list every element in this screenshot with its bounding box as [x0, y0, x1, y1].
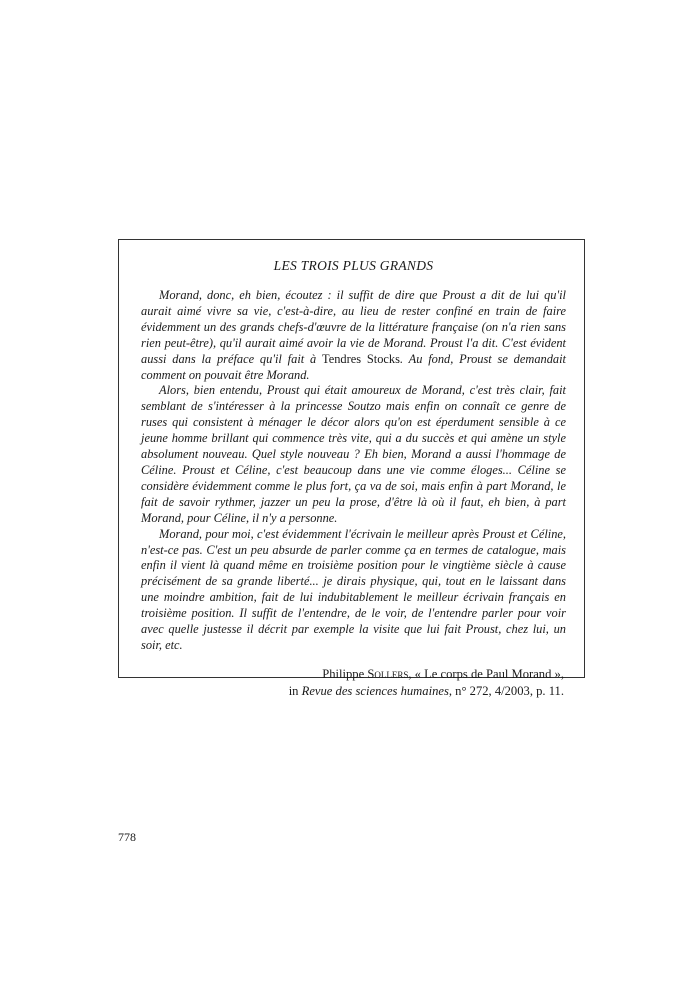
citation — [141, 666, 566, 700]
citation-line-1 — [141, 666, 564, 683]
citation-author-first: Philippe — [322, 666, 368, 681]
paragraph-1-text-b: . Au fond, Proust se demandait comment on pouvait être Morand. — [141, 351, 566, 382]
work-title: Tendres Stocks — [322, 351, 400, 366]
citation-journal: Revue des sciences humaines — [301, 683, 449, 698]
quote-paragraph-2: Alors, bien entendu, Proust qui était amoureux de Morand, c'est très clair, fait semblant de s'intéresser à la princesse Soutzo mais enfin on connaît ce genre de ruses qui consistent à ménager le décor alors qu'on est éperdument sensible à ce jeune homme brillant qui commence très vite, qui a du succès et qui amène un style absolument nouveau. Quel style nouveau ? Eh bien, Morand a aussi l'hommage de Céline. Proust et Céline, c'est beaucoup dans une vie comme éloges... Céline se considère évidemment comme le plus fort, ça va de soi, mais enfin à part Morand, le fait de savoir rythmer, jazzer un peu la prose, d'être là où il faut, eh bien, à part Morand, pour Céline, il n'y a personne. — [141, 383, 566, 525]
paragraph-1-text-a: Morand, donc, eh bien, écoutez : il suffit de dire que Proust a dit de lui qu'il aurait aimé vivre sa vie, c'est-à-dire, au lieu de rester confiné en train de faire évidemment un des grands chefs-d'œuvre de la littérature française (on n'a rien sans rien peut-être), qu'il aurait aimé avoir la vie de Morand. Proust l'a dit. C'est évident aussi dans la préface qu'il fait à — [141, 288, 566, 366]
quote-paragraph-1 — [141, 288, 566, 383]
citation-author-last: Sollers — [367, 666, 409, 681]
citation-details: , n° 272, 4/2003, p. 11. — [448, 683, 564, 698]
page-number: 778 — [118, 830, 136, 844]
citation-article: , « Le corps de Paul Morand », — [408, 666, 564, 681]
citation-in: in — [288, 683, 302, 698]
citation-line-2 — [141, 683, 564, 700]
quote-box — [118, 239, 585, 698]
quote-paragraph-3: Morand, pour moi, c'est évidemment l'écrivain le meilleur après Proust et Céline, n'est-ce pas. C'est un peu absurde de parler comme ça en termes de catalogue, mais enfin il vient là quand même en troisième position pour le vingtième siècle à cause précisément de sa grande liberté... je dirais physique, qui, tout en le laissant dans une moindre ambition, fait de lui indubitablement le meilleur écrivain français en troisième position. Il suffit de l'entendre, de le voir, de l'entendre parler pour voir avec quelle justesse il décrit par exemple la visite que lui fait Proust, chez lui, un soir, etc. — [141, 526, 566, 652]
quote-title: LES TROIS PLUS GRANDS — [273, 258, 434, 273]
